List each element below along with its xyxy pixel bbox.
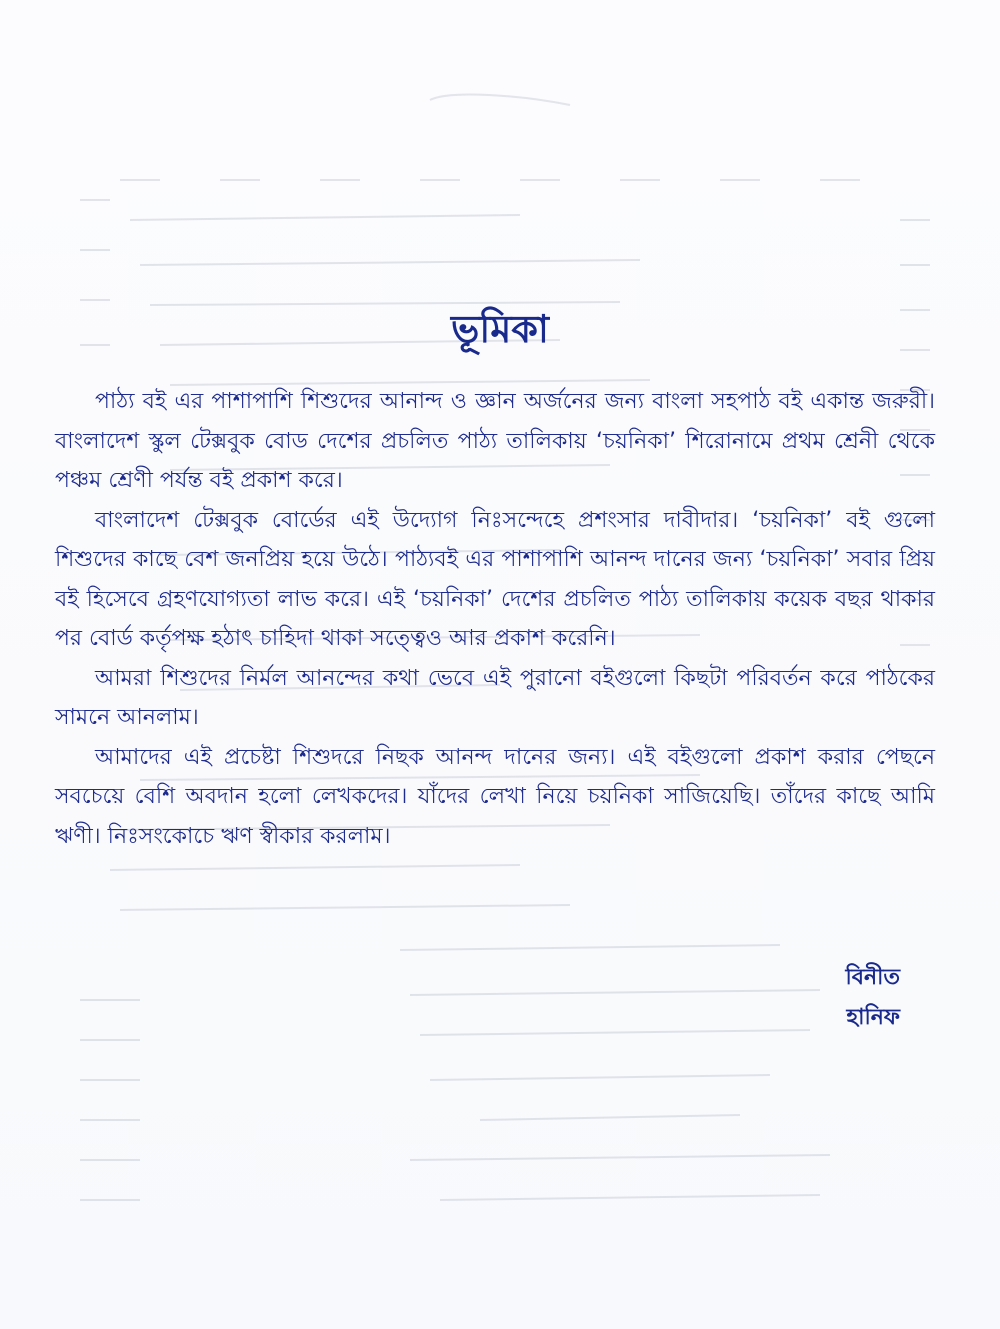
signature-block [846,958,900,1038]
paragraph: আমাদের এই প্রচেষ্টা শিশুদরে নিছক আনন্দ দানের জন্য। এই বইগুলো প্রকাশ করার পেছনে সবচেয়ে বেশি অবদান হলো লেখকদের। যাঁদের লেখা নিয়ে চয়নিকা সাজিয়েছি। তাঁদের কাছে আমি ঋণী। নিঃসংকোচে ঋণ স্বীকার করলাম। [55,744,935,849]
sign-off-text: বিনীত [845,965,900,990]
paragraph: বাংলাদেশ টেক্সবুক বোর্ডের এই উদ্যোগ নিঃসন্দেহে প্রশংসার দাবীদার। ‘চয়নিকা’ বই গুলো শিশুদের কাছে বেশ জনপ্রিয় হয়ে উঠে। পাঠ্যবই এর পাশাপাশি আনন্দ দানের জন্য ‘চয়নিকা’ সবার প্রিয় বই হিসেবে গ্রহণযোগ্যতা লাভ করে। এই ‘চয়নিকা’ দেশের প্রচলিত পাঠ্য তালিকায় কয়েক বছর থাকার পর বোর্ড কর্তৃপক্ষ হঠাৎ চাহিদা থাকা সত্ত্বেও আর প্রকাশ করেনি। [55,507,935,651]
paragraph: আমরা শিশুদের নির্মল আনন্দের কথা ভেবে এই পুরানো বইগুলো কিছটা পরিবর্তন করে পাঠকের সামনে আনলাম। [55,665,935,730]
preface-body [55,382,935,856]
page-title: ভূমিকা [451,307,549,351]
author-name: হানিফ [846,1005,900,1030]
paragraph: পাঠ্য বই এর পাশাপাশি শিশুদের আনান্দ ও জ্ঞান অর্জনের জন্য বাংলা সহপাঠ বই একান্ত জরুরী। বাংলাদেশ স্কুল টেক্সবুক বোড দেশের প্রচলিত পাঠ্য তালিকায় ‘চয়নিকা’ শিরোনামে প্রথম শ্রেনী থেকে পঞ্চম শ্রেণী পর্যন্ত বই প্রকাশ করে। [55,389,935,493]
